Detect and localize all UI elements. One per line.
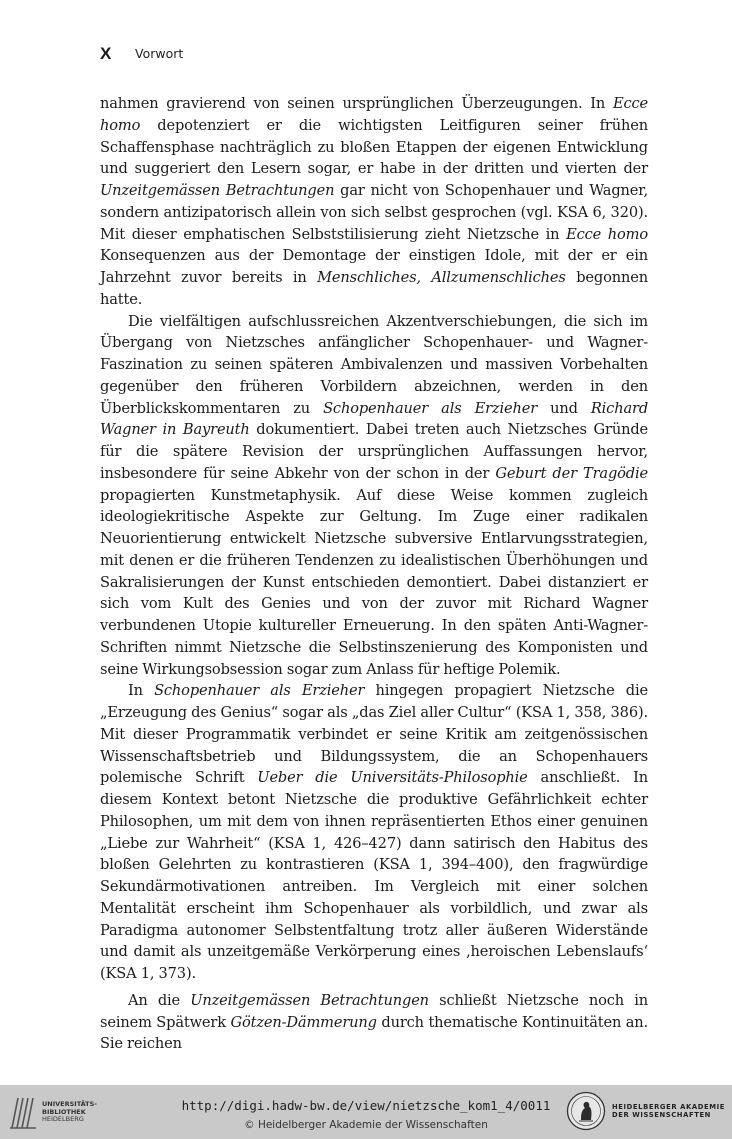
academy-seal-icon [566, 1091, 606, 1131]
italic-title: Ueber die Universitäts-Philosophie [257, 769, 528, 787]
academy-name [612, 1103, 725, 1119]
library-name-line-1: UNIVERSITÄTS- [42, 1100, 97, 1108]
italic-title: Menschliches, Allzumenschliches [317, 269, 566, 286]
italic-title: Schopenhauer als Erzieher [323, 399, 538, 417]
text-run: gar nicht von Schopenhauer und Wagner, sondern antizipatorisch allein von sich selbst gesprochen (vgl. KSA 6, 320). Mit dieser emphatischen Selbststilisierung zieht Nietzsche in [100, 182, 648, 243]
text-run: nahmen gravierend von seinen ursprünglichen Überzeugungen. In [100, 95, 613, 112]
body-text [100, 93, 648, 1055]
paragraph [100, 680, 648, 985]
italic-title: Götzen-Dämmerung [230, 1013, 377, 1031]
text-run: hingegen propagiert Nietzsche die „Erzeugung des Genius“ sogar als „das Ziel aller Cultur“ (KSA 1, 358, 386). Mit dieser Programmatik verbindet er seine Kritik am zeitgenössischen Wissenschaftsbetrieb und Bildungssystem, die an Schopenhauers polemische Schrift [100, 682, 649, 787]
text-run: anschließt. In diesem Kontext betont Nietzsche die produktive Gefährlichkeit echter Philosophen, um mit dem von ihnen repräsentierten Ethos einer genuinen „Liebe zur Wahrheit“ (KSA 1, 426–427) dann satirisch den Habitus des bloßen Gelehrten zu kontrastieren (KSA 1, 394–400), den fragwürdige Sekundärmotivationen antreiben. Im Vergleich mit einer solchen Mentalität erscheint ihm Schopenhauer als vorbildlich, und zwar als Paradigma autonomer Selbstentfaltung trotz aller äußeren Widerstände und damit als unzeitgemäße Verkörperung eines ‚heroischen Lebenslaufs‘ (KSA 1, 373). [100, 769, 648, 982]
italic-title: Richard Wagner in Bayreuth [100, 399, 649, 439]
source-url-link[interactable]: http://digi.hadw-bw.de/view/nietzsche_kom1_4/0011 [181, 1098, 551, 1113]
running-head: Vorwort [135, 46, 184, 61]
text-run: Die vielfältigen aufschlussreichen Akzentverschiebungen, die sich im Übergang von Nietzsches anfänglicher Schopenhauer- und Wagner-Faszination zu seinen späteren Ambivalenzen und massiven Vorbehalten gegenüber den früheren Vorbildern abzeichnen, werden in den Überblickskommentaren zu [100, 312, 648, 417]
text-run: schließt Nietzsche noch in seinem Spätwerk [100, 991, 648, 1031]
paragraph [100, 93, 648, 311]
footer-bar [0, 1085, 732, 1139]
library-name-line-3: HEIDELBERG [42, 1115, 84, 1123]
text-run: Konsequenzen aus der Demontage der einstigen Idole, mit der er ein Jahrzehnt zuvor bereits in [100, 247, 648, 286]
page-number: X [100, 44, 112, 63]
italic-title: Schopenhauer als Erzieher [154, 682, 365, 700]
library-name-line-2: BIBLIOTHEK [42, 1107, 86, 1116]
text-run: begonnen hatte. [100, 269, 648, 308]
page-header [100, 44, 648, 66]
text-run: In [128, 682, 155, 700]
italic-title: Geburt der Tragödie [495, 464, 648, 482]
italic-title: Unzeitgemässen Betrachtungen [100, 182, 335, 199]
copyright-notice: © Heidelberger Akademie der Wissenschaften [244, 1119, 488, 1131]
text-run: depotenziert er die wichtigsten Leitfiguren seiner frühen Schaffensphase nachträglich zu bloßen Etappen der eigenen Entwicklung und suggeriert den Lesern sogar, er habe in der dritten und vierten der [100, 116, 648, 178]
paragraph [100, 311, 648, 681]
text-run: und [537, 399, 591, 417]
text-run: dokumentiert. Dabei treten auch Nietzsches Gründe für die spätere Revision der ursprünglichen Auffassungen hervor, insbesondere für seine Abkehr von der schon in der [100, 421, 649, 482]
academy-name-line-1: HEIDELBERGER AKADEMIE [612, 1103, 725, 1111]
text-run: propagierten Kunstmetaphysik. Auf diese Weise kommen zugleich ideologiekritische Aspekte zur Geltung. Im Zuge einer radikalen Neuorientierung entwickelt Nietzsche subversive Entlarvungsstrategien, mit denen er die früheren Tendenzen zu idealistischen Überhöhungen und Sakralisierungen der Kunst entschieden demontiert. Dabei distanziert er sich vom Kult des Genies und von der zuvor mit Richard Wagner verbundenen Utopie kultureller Erneuerung. In den späten Anti-Wagner-Schriften nimmt Nietzsche die Selbstinszenierung des Komponisten und seine Wirkungsobsession sogar zum Anlass für heftige Polemik. [100, 486, 648, 678]
text-run: An die [128, 991, 191, 1009]
italic-title: Unzeitgemässen Betrachtungen [190, 991, 429, 1009]
italic-title: Ecce homo [100, 95, 648, 134]
text-run: durch thematische Kontinuitäten an. Sie reichen [100, 1013, 648, 1053]
paragraph [100, 990, 648, 1055]
academy-name-line-2: DER WISSENSCHAFTEN [612, 1111, 711, 1119]
italic-title: Ecce homo [566, 225, 648, 243]
academy-logo[interactable] [566, 1091, 726, 1133]
